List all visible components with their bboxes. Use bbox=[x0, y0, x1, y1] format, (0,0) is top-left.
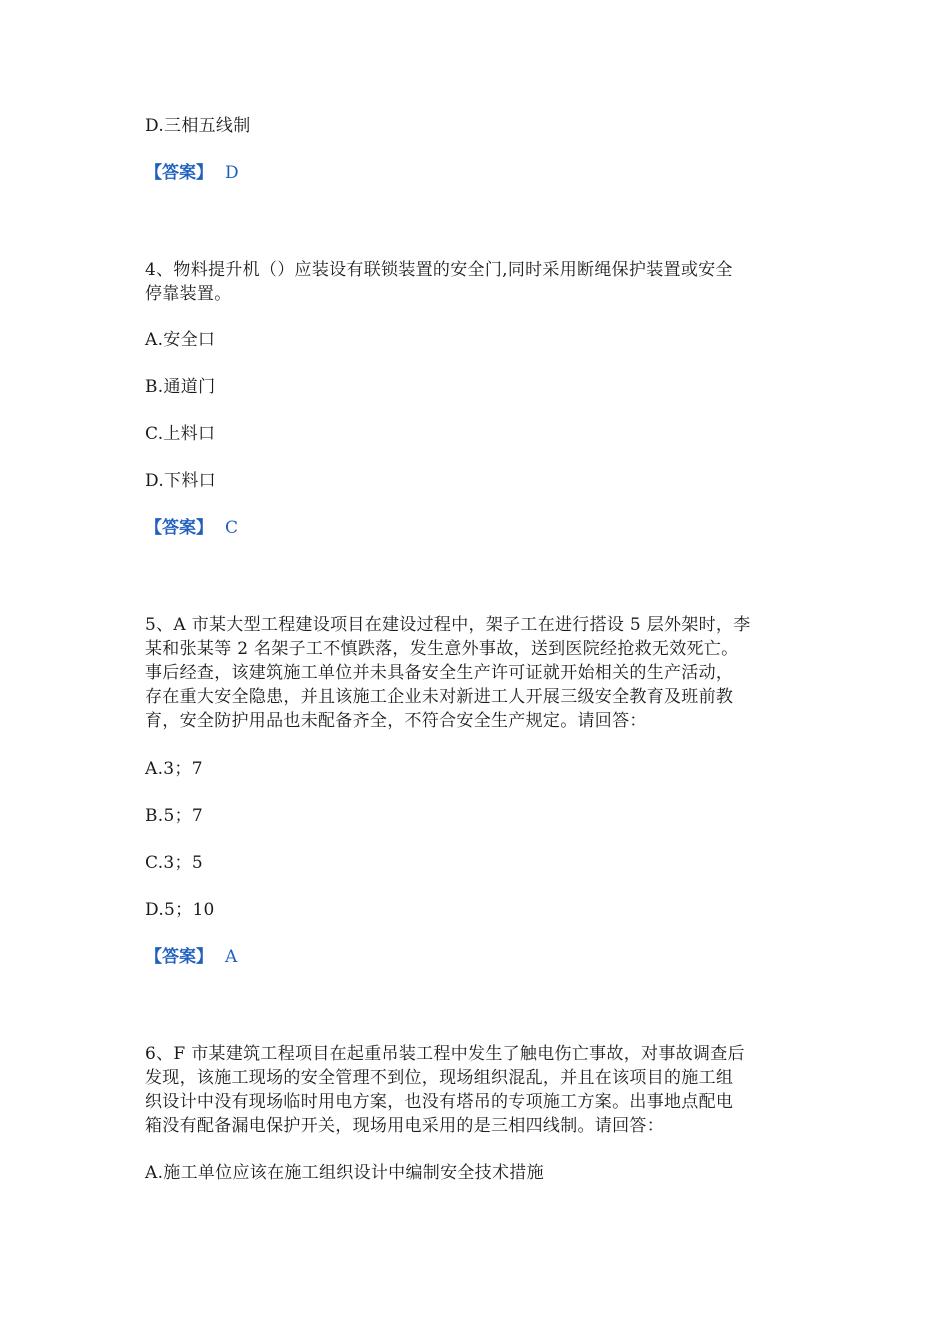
q5-stem-line: 事后经查，该建筑施工单位并未具备安全生产许可证就开始相关的生产活动， bbox=[145, 663, 734, 683]
q6-stem-line: 织设计中没有现场临时用电方案，也没有塔吊的专项施工方案。出事地点配电 bbox=[145, 1092, 734, 1112]
q6-stem-line: 6、F 市某建筑工程项目在起重吊装工程中发生了触电伤亡事故，对事故调查后 bbox=[145, 1044, 745, 1064]
q4-answer-tag: 【答案】 bbox=[145, 518, 213, 538]
q4-stem bbox=[145, 258, 805, 306]
q5-option-b: B.5；7 bbox=[145, 806, 204, 826]
q4-answer bbox=[145, 517, 238, 540]
q5-option-a: A.3；7 bbox=[145, 759, 203, 779]
q6-stem-line: 发现，该施工现场的安全管理不到位，现场组织混乱，并且在该项目的施工组 bbox=[145, 1068, 734, 1088]
q6-stem-line: 箱没有配备漏电保护开关，现场用电采用的是三相四线制。请回答： bbox=[145, 1116, 664, 1136]
q3-option-d: D.三相五线制 bbox=[145, 116, 251, 136]
q5-option-c: C.3；5 bbox=[145, 853, 203, 873]
q6-stem bbox=[145, 1042, 805, 1138]
q3-answer-value: D bbox=[225, 163, 239, 183]
q4-option-d: D.下料口 bbox=[145, 471, 216, 491]
q5-stem-line: 育，安全防护用品也未配备齐全，不符合安全生产规定。请回答： bbox=[145, 711, 647, 731]
q6-option-a: A.施工单位应该在施工组织设计中编制安全技术措施 bbox=[145, 1163, 544, 1183]
q5-stem-line: 存在重大安全隐患，并且该施工企业未对新进工人开展三级安全教育及班前教 bbox=[145, 687, 734, 707]
q4-option-c: C.上料口 bbox=[145, 424, 216, 444]
q5-answer bbox=[145, 946, 237, 969]
q4-answer-value: C bbox=[225, 518, 239, 538]
q3-answer bbox=[145, 162, 239, 185]
q5-stem-line: 某和张某等 2 名架子工不慎跌落，发生意外事故，送到医院经抢救无效死亡。 bbox=[145, 639, 739, 659]
q4-stem-line: 4、物料提升机（）应装设有联锁装置的安全门,同时采用断绳保护装置或安全 bbox=[145, 260, 733, 280]
q5-stem-line: 5、A 市某大型工程建设项目在建设过程中，架子工在进行搭设 5 层外架时，李 bbox=[145, 615, 751, 635]
q3-answer-tag: 【答案】 bbox=[145, 163, 213, 183]
q4-option-b: B.通道门 bbox=[145, 377, 216, 397]
q5-answer-value: A bbox=[225, 947, 238, 967]
q5-option-d: D.5；10 bbox=[145, 900, 215, 920]
q4-option-a: A.安全口 bbox=[145, 330, 216, 350]
q5-stem bbox=[145, 613, 805, 733]
q5-answer-tag: 【答案】 bbox=[145, 947, 213, 967]
q4-stem-line: 停靠装置。 bbox=[145, 284, 232, 304]
